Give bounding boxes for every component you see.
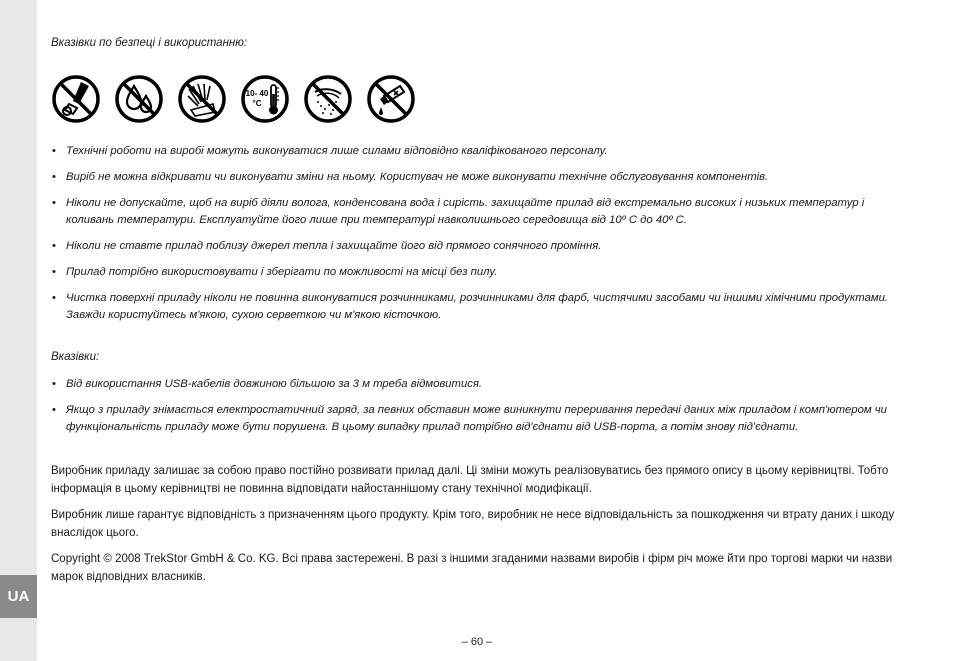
paragraph-copyright: Copyright © 2008 TrekStor GmbH & Co. KG. Всі права застережені. В разі з іншими згаданими назвами виробів і фірм річ може йти про торгові марки чи назви марок відповідних власників. xyxy=(51,553,893,583)
no-dust-icon xyxy=(303,74,353,124)
list-item: • Прилад потрібно використовувати і зберігати по можливості на місці без пилу. xyxy=(51,264,911,281)
list-item: • Від використання USB-кабелів довжиною більшою за 3 м треба відмовитися. xyxy=(51,376,911,393)
list-item: • Якщо з приладу знімається електростатичний заряд, за певних обставин може виникнути переривання передачі даних між приладом і комп'ютером чи функціональність приладу може бути порушена. В цьому випадку прилад потрібно від'єднати від USB-порта, а потім знову під'єднати. xyxy=(51,402,911,436)
no-chemicals-icon xyxy=(366,74,416,124)
left-margin-bar xyxy=(0,0,37,661)
list-item: • Технічні роботи на виробі можуть виконуватися лише силами відповідно кваліфікованого персоналу. xyxy=(51,143,911,160)
list-item: • Ніколи не допускайте, щоб на виріб діяли волога, конденсована вода і сирість. захищайте прилад від екстремально високих і низьких температур і коливань температури. Експлуатуйте його лише при температурі навколишнього середовища від 10º C до 40º C. xyxy=(51,195,911,229)
paragraph-warranty: Виробник лише гарантує відповідність з призначенням цього продукту. Крім того, виробник не несе відповідальність за пошкодження чи втрату даних і шкоду внаслідок цього. xyxy=(51,509,895,539)
list-item: • Ніколи не ставте прилад поблизу джерел тепла і захищайте його від прямого сонячного проміння. xyxy=(51,238,911,255)
safety-icons xyxy=(51,74,416,124)
temperature-unit-label: °C xyxy=(252,99,262,108)
no-repair-icon xyxy=(51,74,101,124)
no-water-icon xyxy=(114,74,164,124)
list-item: • Чистка поверхні приладу ніколи не повинна виконуватися розчинниками, розчинниками для фарб, чистячими засобами чи іншими хімічними продуктами. Завжди користуйтесь м'якою, сухою серветкою чи м'якою кісточкою. xyxy=(51,290,911,324)
notes-list xyxy=(51,376,911,445)
safety-list xyxy=(51,143,911,333)
page-number: – 60 – xyxy=(461,636,493,648)
safety-heading: Вказівки по безпеці і використанню: xyxy=(51,37,248,49)
language-tab: UA xyxy=(0,575,37,618)
no-heat-icon xyxy=(177,74,227,124)
temperature-icon xyxy=(240,74,290,124)
temperature-range-label: 10- 40 xyxy=(245,89,269,98)
notes-heading: Вказівки: xyxy=(51,351,100,363)
list-item: • Виріб не можна відкривати чи виконувати зміни на ньому. Користувач не може виконувати технічне обслуговування компонентів. xyxy=(51,169,911,186)
paragraph-development: Виробник приладу залишає за собою право постійно розвивати прилад далі. Ці зміни можуть реалізовуватись без прямого опису в цьому керівництві. Тобто інформація в цьому керівництві не повинна відповідати найостаннішому стану технічної модифікації. xyxy=(51,465,889,495)
